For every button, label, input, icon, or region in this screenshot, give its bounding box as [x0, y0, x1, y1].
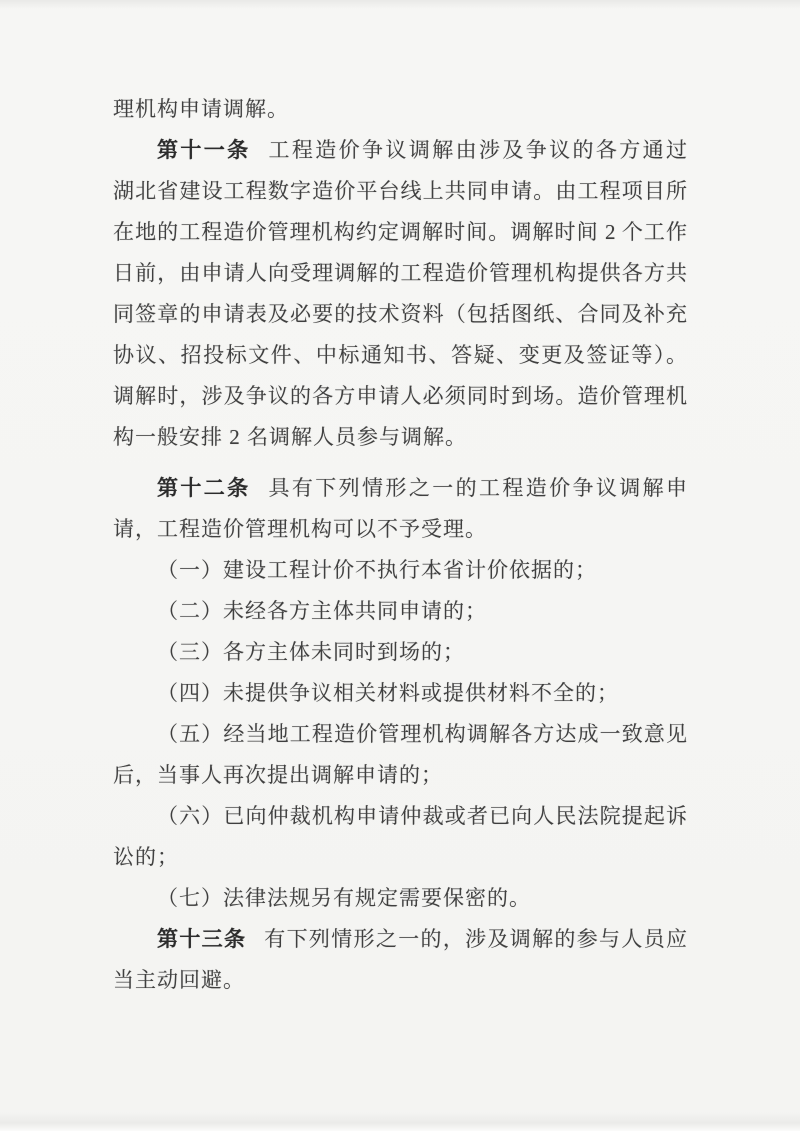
line-text: 有下列情形之一的，涉及调解的参与人员应: [264, 927, 688, 951]
line-text: 具有下列情形之一的工程造价争议调解申: [268, 476, 688, 500]
text-line: [113, 509, 687, 550]
line-text: （七）法律法规另有规定需要保密的。: [157, 886, 531, 910]
text-line: [113, 591, 687, 632]
text-line: [113, 550, 687, 591]
document-text-block: [113, 89, 687, 1001]
text-line: [113, 632, 687, 673]
article-line: [113, 130, 687, 171]
line-text: 协议、招投标文件、中标通知书、答疑、变更及签证等）。: [113, 343, 687, 367]
text-line: [113, 878, 687, 919]
line-text: 后，当事人再次提出调解申请的；: [113, 763, 443, 787]
line-text: 日前，由申请人向受理调解的工程造价管理机构提供各方共: [113, 261, 687, 285]
text-line: [113, 960, 687, 1001]
line-text: （六）已向仲裁机构申请仲裁或者已向人民法院提起诉: [157, 804, 687, 828]
text-line: [113, 253, 687, 294]
line-text: 构一般安排 2 名调解人员参与调解。: [113, 425, 467, 449]
line-text: （一）建设工程计价不执行本省计价依据的；: [157, 558, 597, 582]
article-line: [113, 468, 687, 509]
text-line: [113, 89, 687, 130]
line-text: （二）未经各方主体共同申请的；: [157, 599, 487, 623]
text-line: [113, 376, 687, 417]
text-line: [113, 755, 687, 796]
line-text: 在地的工程造价管理机构约定调解时间。调解时间 2 个工作: [113, 220, 687, 244]
line-text: 讼的；: [113, 845, 179, 869]
line-text: 工程造价争议调解由涉及争议的各方通过: [268, 138, 688, 162]
text-line: [113, 335, 687, 376]
text-line: [113, 673, 687, 714]
text-line: [113, 171, 687, 212]
text-line: [113, 294, 687, 335]
line-text: 请，工程造价管理机构可以不予受理。: [113, 517, 487, 541]
text-line: [113, 417, 687, 458]
text-line: [113, 714, 687, 755]
line-text: （三）各方主体未同时到场的；: [157, 640, 465, 664]
line-text: 湖北省建设工程数字造价平台线上共同申请。由工程项目所: [113, 179, 687, 203]
article-line: [113, 919, 687, 960]
article-number: 第十二条: [157, 476, 251, 500]
line-text: 调解时，涉及争议的各方申请人必须同时到场。造价管理机: [113, 384, 687, 408]
line-text: （五）经当地工程造价管理机构调解各方达成一致意见: [157, 722, 687, 746]
text-line: [113, 796, 687, 837]
line-text: 当主动回避。: [113, 968, 245, 992]
text-line: [113, 212, 687, 253]
line-text: 理机构申请调解。: [113, 97, 289, 121]
line-text: （四）未提供争议相关材料或提供材料不全的；: [157, 681, 619, 705]
article-number: 第十一条: [157, 138, 251, 162]
article-number: 第十三条: [157, 927, 247, 951]
line-text: 同签章的申请表及必要的技术资料（包括图纸、合同及补充: [113, 302, 687, 326]
text-line: [113, 837, 687, 878]
